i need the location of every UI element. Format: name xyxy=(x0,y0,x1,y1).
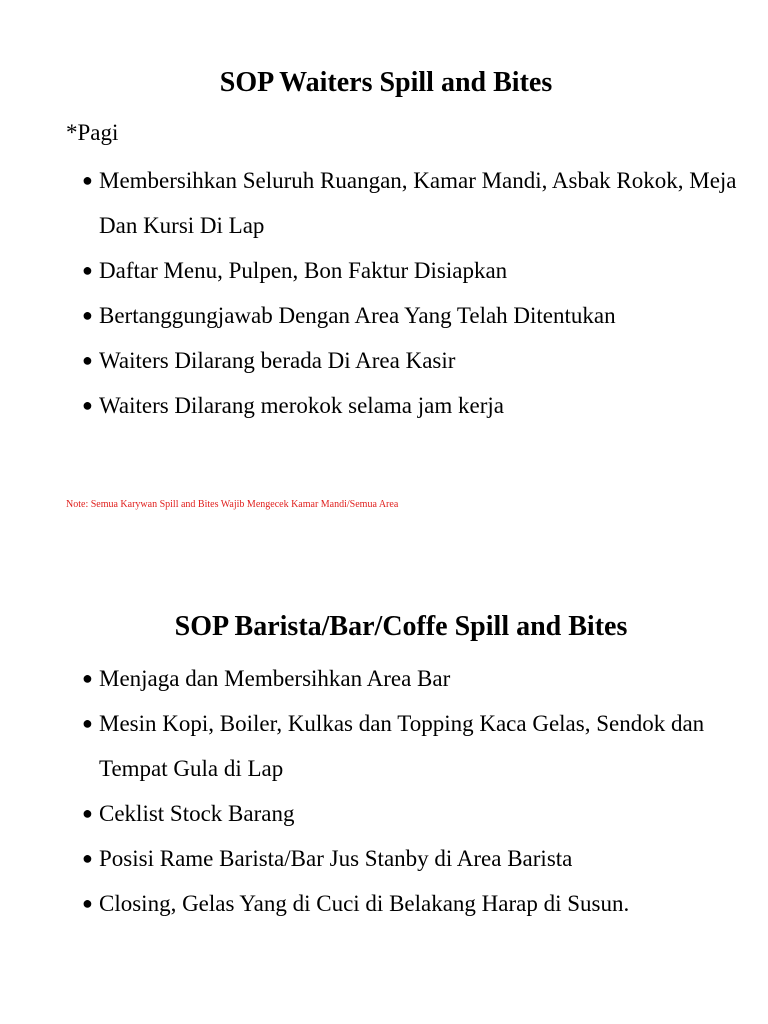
bullet-icon: ● xyxy=(82,848,93,868)
list-item xyxy=(82,293,742,338)
note-text: Note: Semua Karywan Spill and Bites Wajib Mengecek Kamar Mandi/Semua Area xyxy=(66,499,399,510)
bullet-icon: ● xyxy=(82,668,93,688)
list-item-text: Waiters Dilarang merokok selama jam kerja xyxy=(99,393,504,418)
list-item xyxy=(82,158,742,248)
bullet-icon: ● xyxy=(82,395,93,415)
bullet-icon: ● xyxy=(82,350,93,370)
section2-list xyxy=(82,656,742,926)
bullet-icon: ● xyxy=(82,170,93,190)
bullet-icon: ● xyxy=(82,260,93,280)
section2-title: SOP Barista/Bar/Coffe Spill and Bites xyxy=(174,611,628,642)
list-item-text: Menjaga dan Membersihkan Area Bar xyxy=(99,666,451,691)
section1-subheading: *Pagi xyxy=(66,120,119,145)
list-item xyxy=(82,881,742,926)
list-item-text: Membersihkan Seluruh Ruangan, Kamar Mandi, Asbak Rokok, Meja Dan Kursi Di Lap xyxy=(99,168,737,238)
list-item xyxy=(82,791,742,836)
list-item xyxy=(82,248,742,293)
list-item-text: Daftar Menu, Pulpen, Bon Faktur Disiapkan xyxy=(99,258,508,283)
list-item-text: Posisi Rame Barista/Bar Jus Stanby di Area Barista xyxy=(99,846,573,871)
list-item-text: Mesin Kopi, Boiler, Kulkas dan Topping Kaca Gelas, Sendok dan Tempat Gula di Lap xyxy=(99,711,705,781)
bullet-icon: ● xyxy=(82,305,93,325)
list-item-text: Bertanggungjawab Dengan Area Yang Telah Ditentukan xyxy=(99,303,616,328)
section1-list xyxy=(82,158,742,428)
list-item xyxy=(82,701,742,791)
list-item xyxy=(82,383,742,428)
list-item-text: Closing, Gelas Yang di Cuci di Belakang Harap di Susun. xyxy=(99,891,630,916)
list-item-text: Waiters Dilarang berada Di Area Kasir xyxy=(99,348,456,373)
bullet-icon: ● xyxy=(82,803,93,823)
list-item-text: Ceklist Stock Barang xyxy=(99,801,295,826)
list-item xyxy=(82,836,742,881)
bullet-icon: ● xyxy=(82,713,93,733)
section1-title: SOP Waiters Spill and Bites xyxy=(219,67,553,98)
list-item xyxy=(82,338,742,383)
list-item xyxy=(82,656,742,701)
bullet-icon: ● xyxy=(82,893,93,913)
